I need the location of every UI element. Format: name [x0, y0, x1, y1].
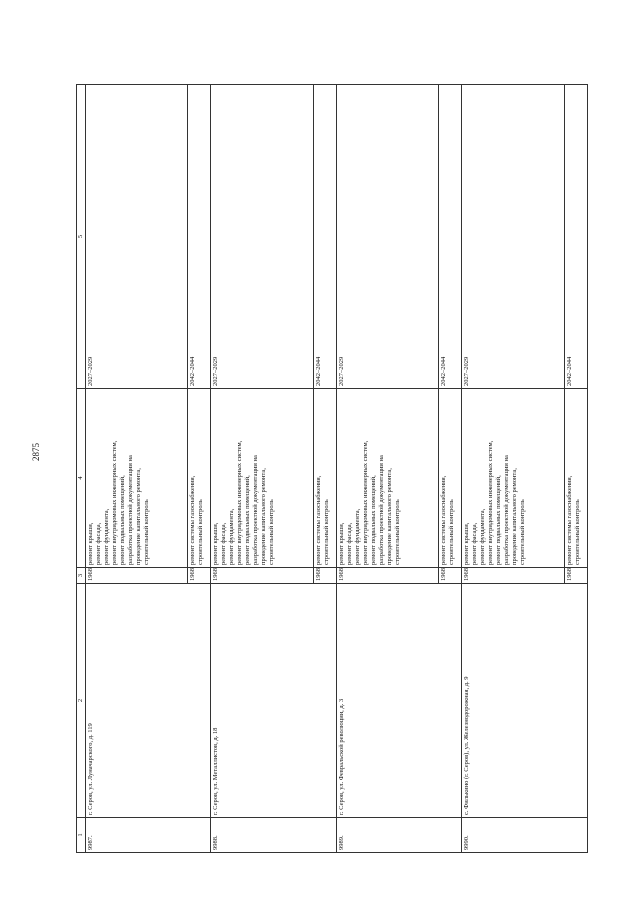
row-year: 1968	[462, 568, 564, 584]
header-col-2: 2	[77, 584, 86, 818]
row-period: 2027–2029	[86, 85, 188, 389]
row-works: ремонт системы газоснабжения, строительный контроль	[313, 389, 336, 568]
header-row	[77, 85, 86, 853]
row-year: 1968	[211, 568, 313, 584]
row-address: г. Серов, ул. Металлистов, д. 18	[211, 584, 336, 818]
row-year: 1968	[439, 568, 462, 584]
row-number: 9989.	[336, 818, 461, 853]
row-period: 2042–2044	[313, 85, 336, 389]
row-works: ремонт крыши, ремонт фасада, ремонт фундамента, ремонт внутридомовых инженерных систем, ремонт подвальных помещений, разработка проектной документации на проведение капитального ремонта, строительный контроль	[86, 389, 188, 568]
table-row	[211, 85, 313, 853]
row-address: г. Серов, ул. Февральской революции, д. 3	[336, 584, 461, 818]
header-col-5: 5	[77, 85, 86, 389]
table-row	[86, 85, 188, 853]
repair-schedule-table	[76, 84, 588, 853]
row-number: 9990.	[462, 818, 588, 853]
row-address: с. Филькино (г. Серов), ул. Железнодорожная, д. 9	[462, 584, 588, 818]
row-works: ремонт системы газоснабжения, строительный контроль	[188, 389, 211, 568]
row-period: 2027–2029	[211, 85, 313, 389]
row-year: 1968	[86, 568, 188, 584]
row-year: 1968	[188, 568, 211, 584]
row-year: 1968	[313, 568, 336, 584]
row-period: 2042–2044	[564, 85, 587, 389]
row-works: ремонт системы газоснабжения, строительный контроль	[439, 389, 462, 568]
row-period: 2042–2044	[188, 85, 211, 389]
row-works: ремонт крыши, ремонт фасада, ремонт фундамента, ремонт внутридомовых инженерных систем, ремонт подвальных помещений, разработка проектной документации на проведение капитального ремонта, строительный контроль	[462, 389, 564, 568]
header-col-3: 3	[77, 568, 86, 584]
header-col-4: 4	[77, 389, 86, 568]
document-sheet	[76, 85, 588, 853]
row-works: ремонт системы газоснабжения, строительный контроль	[564, 389, 587, 568]
page-number: 2875	[31, 443, 41, 461]
row-period: 2027–2029	[462, 85, 564, 389]
row-year: 1968	[336, 568, 438, 584]
rotated-table-container	[76, 85, 588, 853]
row-period: 2042–2044	[439, 85, 462, 389]
row-number: 9987.	[86, 818, 211, 853]
row-works: ремонт крыши, ремонт фасада, ремонт фундамента, ремонт внутридомовых инженерных систем, ремонт подвальных помещений, разработка проектной документации на проведение капитального ремонта, строительный контроль	[211, 389, 313, 568]
row-address: г. Серов, ул. Луначарского, д. 119	[86, 584, 211, 818]
row-year: 1968	[564, 568, 587, 584]
row-works: ремонт крыши, ремонт фасада, ремонт фундамента, ремонт внутридомовых инженерных систем, ремонт подвальных помещений, разработка проектной документации на проведение капитального ремонта, строительный контроль	[336, 389, 438, 568]
table-row	[462, 85, 564, 853]
row-number: 9988.	[211, 818, 336, 853]
header-col-1: 1	[77, 818, 86, 853]
table-row	[336, 85, 438, 853]
row-period: 2027–2029	[336, 85, 438, 389]
